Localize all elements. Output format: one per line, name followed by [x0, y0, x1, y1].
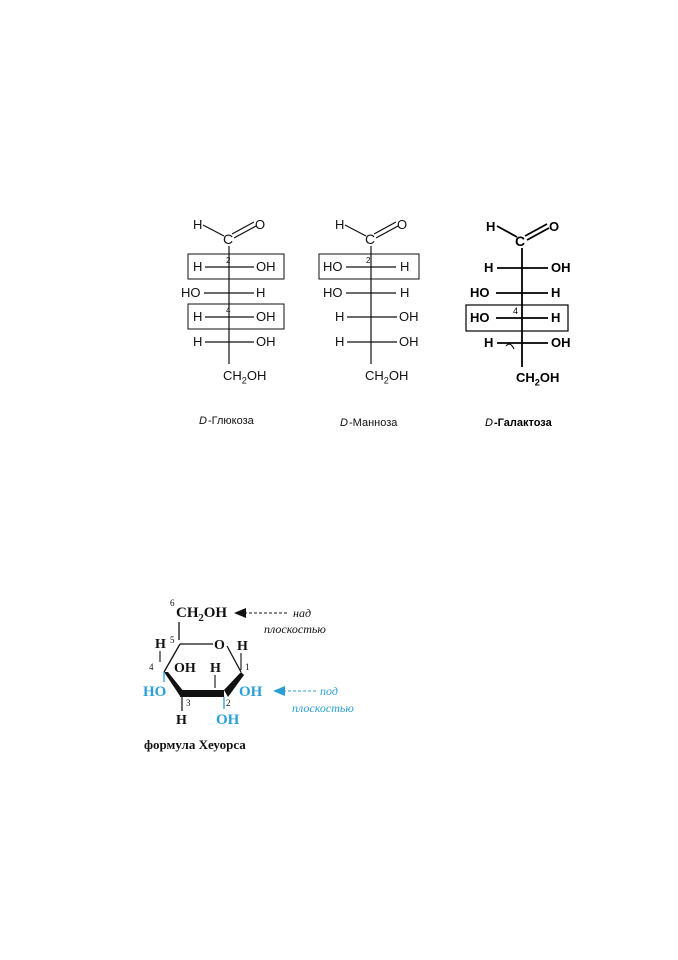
ring-front-edge — [180, 690, 224, 697]
aldehyde-c: C — [365, 231, 376, 247]
row1-left: HO — [323, 259, 343, 274]
sugar-prefix: D — [199, 415, 207, 427]
aldehyde-h: H — [486, 219, 496, 234]
row4-left: H — [484, 335, 494, 350]
row3-left: HO — [470, 310, 490, 325]
c6-ch2oh: $CH_2OH$ — [176, 605, 228, 624]
c3-number: 3 — [186, 698, 191, 708]
row1-right: OH — [256, 259, 276, 274]
sugar-name: -Галактоза — [494, 417, 552, 429]
ring-oxygen: O — [214, 638, 225, 653]
row2-right: H — [400, 285, 410, 300]
fischer-galactose — [466, 219, 571, 429]
c1-oh: OH — [239, 684, 263, 700]
aldehyde-c: C — [515, 233, 526, 249]
row2-left: HO — [470, 285, 490, 300]
c1-h: H — [237, 639, 248, 654]
c4-number: 4 — [149, 662, 154, 672]
aldehyde-c: C — [223, 231, 234, 247]
above-plane-label: над — [293, 606, 312, 620]
row3-left: H — [193, 309, 203, 324]
row4-right: OH — [551, 335, 571, 350]
arrow-left-blue-icon — [273, 686, 285, 696]
c3-h: H — [176, 713, 187, 728]
row2-left: HO — [181, 285, 201, 300]
below-plane-label: под — [320, 684, 338, 698]
sugar-name: -Манноза — [349, 417, 398, 429]
svg-text:2: 2 — [366, 256, 371, 265]
above-plane-label-2: плоскостью — [264, 622, 326, 636]
aldehyde-h: H — [193, 217, 203, 232]
svg-text:4: 4 — [226, 306, 231, 315]
sugar-prefix: D — [340, 417, 348, 429]
fischer-glucose — [181, 217, 284, 427]
scan-artifact — [506, 344, 514, 349]
fischer-mannose — [319, 217, 419, 429]
row1-right: H — [400, 259, 410, 274]
row4-left: H — [335, 334, 345, 349]
row2-right: H — [551, 285, 561, 300]
c2-h: H — [210, 661, 221, 676]
bottom-ch2oh: $CH_2OH$ — [365, 368, 409, 386]
row1-left: H — [484, 260, 494, 275]
sugar-prefix: D — [485, 417, 493, 429]
row1-right: OH — [551, 260, 571, 275]
arrow-left-icon — [234, 608, 246, 618]
c1-number: 1 — [245, 662, 250, 672]
c6-number: 6 — [170, 598, 175, 608]
svg-text:4: 4 — [513, 306, 519, 316]
row4-right: OH — [256, 334, 276, 349]
row3-right: H — [551, 310, 561, 325]
svg-text:2: 2 — [226, 256, 231, 265]
c4-oh: OH — [174, 661, 196, 676]
sugar-name: -Глюкоза — [208, 415, 254, 427]
below-plane-label-2: плоскостью — [292, 701, 354, 715]
aldehyde-h: H — [335, 217, 345, 232]
aldehyde-o: O — [255, 217, 266, 232]
bottom-ch2oh: $CH_2OH$ — [516, 370, 560, 388]
haworth-formula — [143, 598, 354, 752]
bottom-ch2oh: $CH_2OH$ — [223, 368, 267, 386]
row3-right: OH — [399, 309, 419, 324]
row2-right: H — [256, 285, 266, 300]
haworth-caption: формула Хеуорса — [144, 737, 246, 752]
row1-left: H — [193, 259, 203, 274]
aldehyde-o: O — [397, 217, 408, 232]
aldehyde-o: O — [549, 219, 560, 234]
c4-ho: HO — [143, 684, 167, 700]
row2-left: HO — [323, 285, 343, 300]
c2-number: 2 — [226, 698, 231, 708]
row3-right: OH — [256, 309, 276, 324]
row4-left: H — [193, 334, 203, 349]
row4-right: OH — [399, 334, 419, 349]
c5-number: 5 — [170, 635, 175, 645]
c2-oh: OH — [216, 712, 240, 728]
row3-left: H — [335, 309, 345, 324]
c5-h: H — [155, 637, 166, 652]
